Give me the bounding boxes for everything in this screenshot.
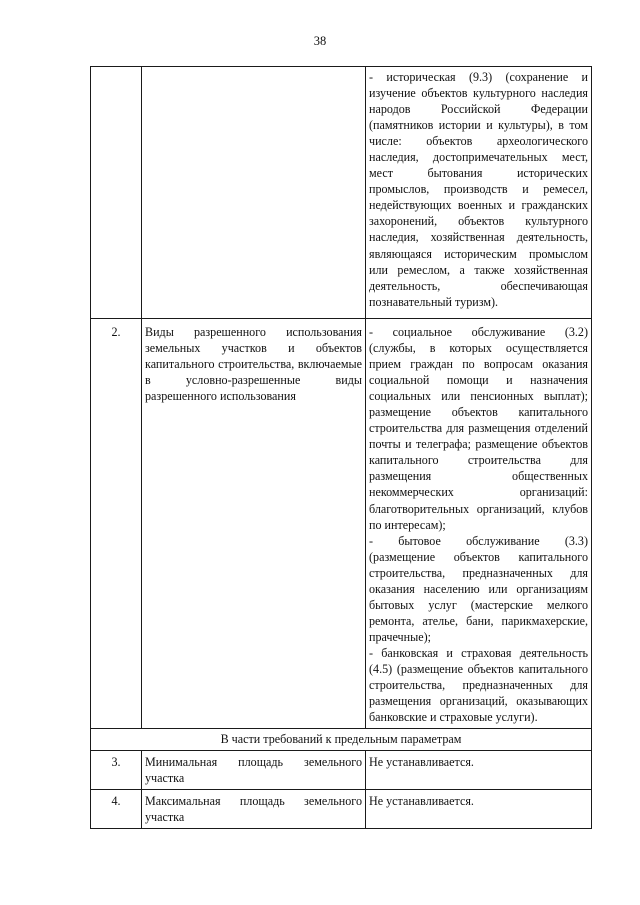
section-header: В части требований к предельным параметрам <box>91 729 592 751</box>
table-row <box>91 67 592 319</box>
row-number: 4. <box>91 790 142 829</box>
row-number: 2. <box>91 319 142 729</box>
table-row <box>91 790 592 829</box>
row-description: Виды разрешенного использования земельных участков и объектов капитального строительства, включаемые в условно-разрешенные виды разрешенного использования <box>142 319 366 729</box>
row-value: Не устанавливается. <box>366 751 592 790</box>
page-number: 38 <box>313 34 327 48</box>
section-header-row <box>91 729 592 751</box>
row-description: Минимальная площадь земельного участка <box>142 751 366 790</box>
table-row <box>91 319 592 729</box>
row-number <box>91 67 142 319</box>
table-row <box>91 751 592 790</box>
row-value: - историческая (9.3) (сохранение и изучение объектов культурного наследия народов Российской Федерации (памятников истории и культуры), в том числе: объектов археологического наследия, достопримечательных мест, мест бытования исторических промыслов, производств и ремесел, недействующих военных и гражданских захоронений, объектов культурного наследия, хозяйственная деятельность, являющаяся историческим промыслом или ремеслом, а также хозяйственная деятельность, обеспечивающая познавательный туризм). <box>366 67 592 319</box>
regulations-table <box>90 66 592 829</box>
row-value: Не устанавливается. <box>366 790 592 829</box>
row-description: Максимальная площадь земельного участка <box>142 790 366 829</box>
row-description <box>142 67 366 319</box>
row-number: 3. <box>91 751 142 790</box>
row-value: - социальное обслуживание (3.2) (службы, в которых осуществляется прием граждан по вопросам оказания социальной помощи и назначения социальных или пенсионных выплат); размещение объектов капитального строительства для размещения отделений почты и телеграфа; размещение объектов капитального строительства для размещения общественных некоммерческих организаций: благотворительных организаций, клубов по интересам); - бытовое обслуживание (3.3) (размещение объектов капитального строительства, предназначенных для оказания населению или организациям бытовых услуг (мастерские мелкого ремонта, ателье, бани, парикмахерские, прачечные); - банковская и страховая деятельность (4.5) (размещение объектов капитального строительства, предназначенных для размещения организаций, оказывающих банковские и страховые услуги). <box>366 319 592 729</box>
